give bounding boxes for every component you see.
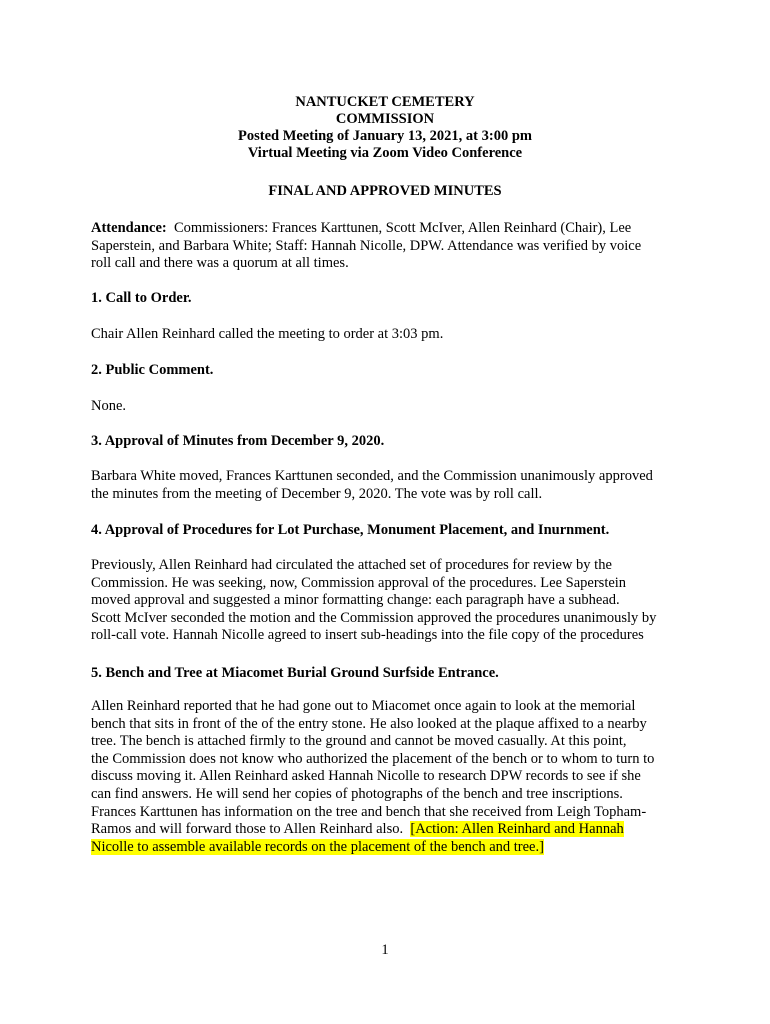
section-heading-call-to-order: 1. Call to Order. [91, 290, 192, 306]
document-title: FINAL AND APPROVED MINUTES [268, 183, 502, 199]
section-heading-bench-and-tree: 5. Bench and Tree at Miacomet Burial Ground Surfside Entrance. [91, 665, 499, 681]
header-org-line-2: COMMISSION [335, 111, 435, 127]
section-heading-public-comment: 2. Public Comment. [91, 362, 214, 378]
body-line: Chair Allen Reinhard called the meeting to order at 3:03 pm. [91, 326, 444, 342]
body-line: Previously, Allen Reinhard had circulated the attached set of procedures for review by the [91, 557, 612, 573]
attendance-text-2: Saperstein, and Barbara White; Staff: Hannah Nicolle, DPW. Attendance was verified by voice [91, 237, 642, 254]
section-body-approval-of-minutes [91, 468, 691, 503]
section-body-procedures [91, 557, 691, 645]
body-line: Barbara White moved, Frances Karttunen seconded, and the Commission unanimously approved [91, 468, 653, 484]
section-body-bench-and-tree [91, 698, 691, 856]
header-meeting-venue: Virtual Meeting via Zoom Video Conference [247, 145, 523, 161]
page-number: 1 [381, 942, 389, 958]
action-item-highlight-1: [Action: Allen Reinhard and Hannah [410, 821, 624, 838]
body-line: Frances Karttunen has information on the tree and bench that she received from Leigh Topham- [91, 803, 647, 820]
body-line: tree. The bench is attached firmly to the ground and cannot be moved casually. At this point, [91, 733, 627, 750]
header-meeting-date: Posted Meeting of January 13, 2021, at 3:00 pm [237, 128, 532, 144]
section-body-public-comment [91, 398, 691, 416]
body-line: Scott McIver seconded the motion and the Commission approved the procedures unanimously by [91, 609, 657, 626]
body-line: can find answers. He will send her copies of photographs of the bench and tree inscriptions. [91, 785, 623, 802]
body-line-plain: Ramos and will forward those to Allen Reinhard also. [91, 821, 411, 838]
body-line: Commission. He was seeking, now, Commission approval of the procedures. Lee Saperstein [91, 574, 627, 591]
attendance-text-1: Commissioners: Frances Karttunen, Scott McIver, Allen Reinhard (Chair), Lee [166, 220, 632, 236]
action-item-highlight-2: Nicolle to assemble available records on the placement of the bench and tree.] [91, 838, 544, 855]
body-line: moved approval and suggested a minor formatting change: each paragraph have a subhead. [91, 592, 620, 609]
section-body-call-to-order [91, 326, 691, 344]
attendance-text-3: roll call and there was a quorum at all times. [91, 255, 349, 272]
body-line: Allen Reinhard reported that he had gone out to Miacomet once again to look at the memorial [91, 698, 636, 714]
section-heading-approval-of-minutes: 3. Approval of Minutes from December 9, 2020. [91, 433, 385, 449]
body-line: roll-call vote. Hannah Nicolle agreed to insert sub-headings into the file copy of the procedures [91, 627, 644, 644]
section-heading-procedures: 4. Approval of Procedures for Lot Purchase, Monument Placement, and Inurnment. [91, 522, 610, 538]
body-line: discuss moving it. Allen Reinhard asked Hannah Nicolle to research DPW records to see if she [91, 768, 641, 785]
document-header [0, 94, 770, 162]
body-line: the Commission does not know who authorized the placement of the bench or to whom to turn to [91, 750, 655, 767]
attendance-label: Attendance: [91, 220, 167, 236]
body-line: None. [91, 398, 127, 414]
attendance-paragraph [91, 220, 691, 273]
body-line: the minutes from the meeting of December 9, 2020. The vote was by roll call. [91, 485, 543, 502]
body-line: bench that sits in front of the of the entry stone. He also looked at the plaque affixed to a nearby [91, 715, 647, 732]
header-org-line-1: NANTUCKET CEMETERY [295, 94, 475, 110]
